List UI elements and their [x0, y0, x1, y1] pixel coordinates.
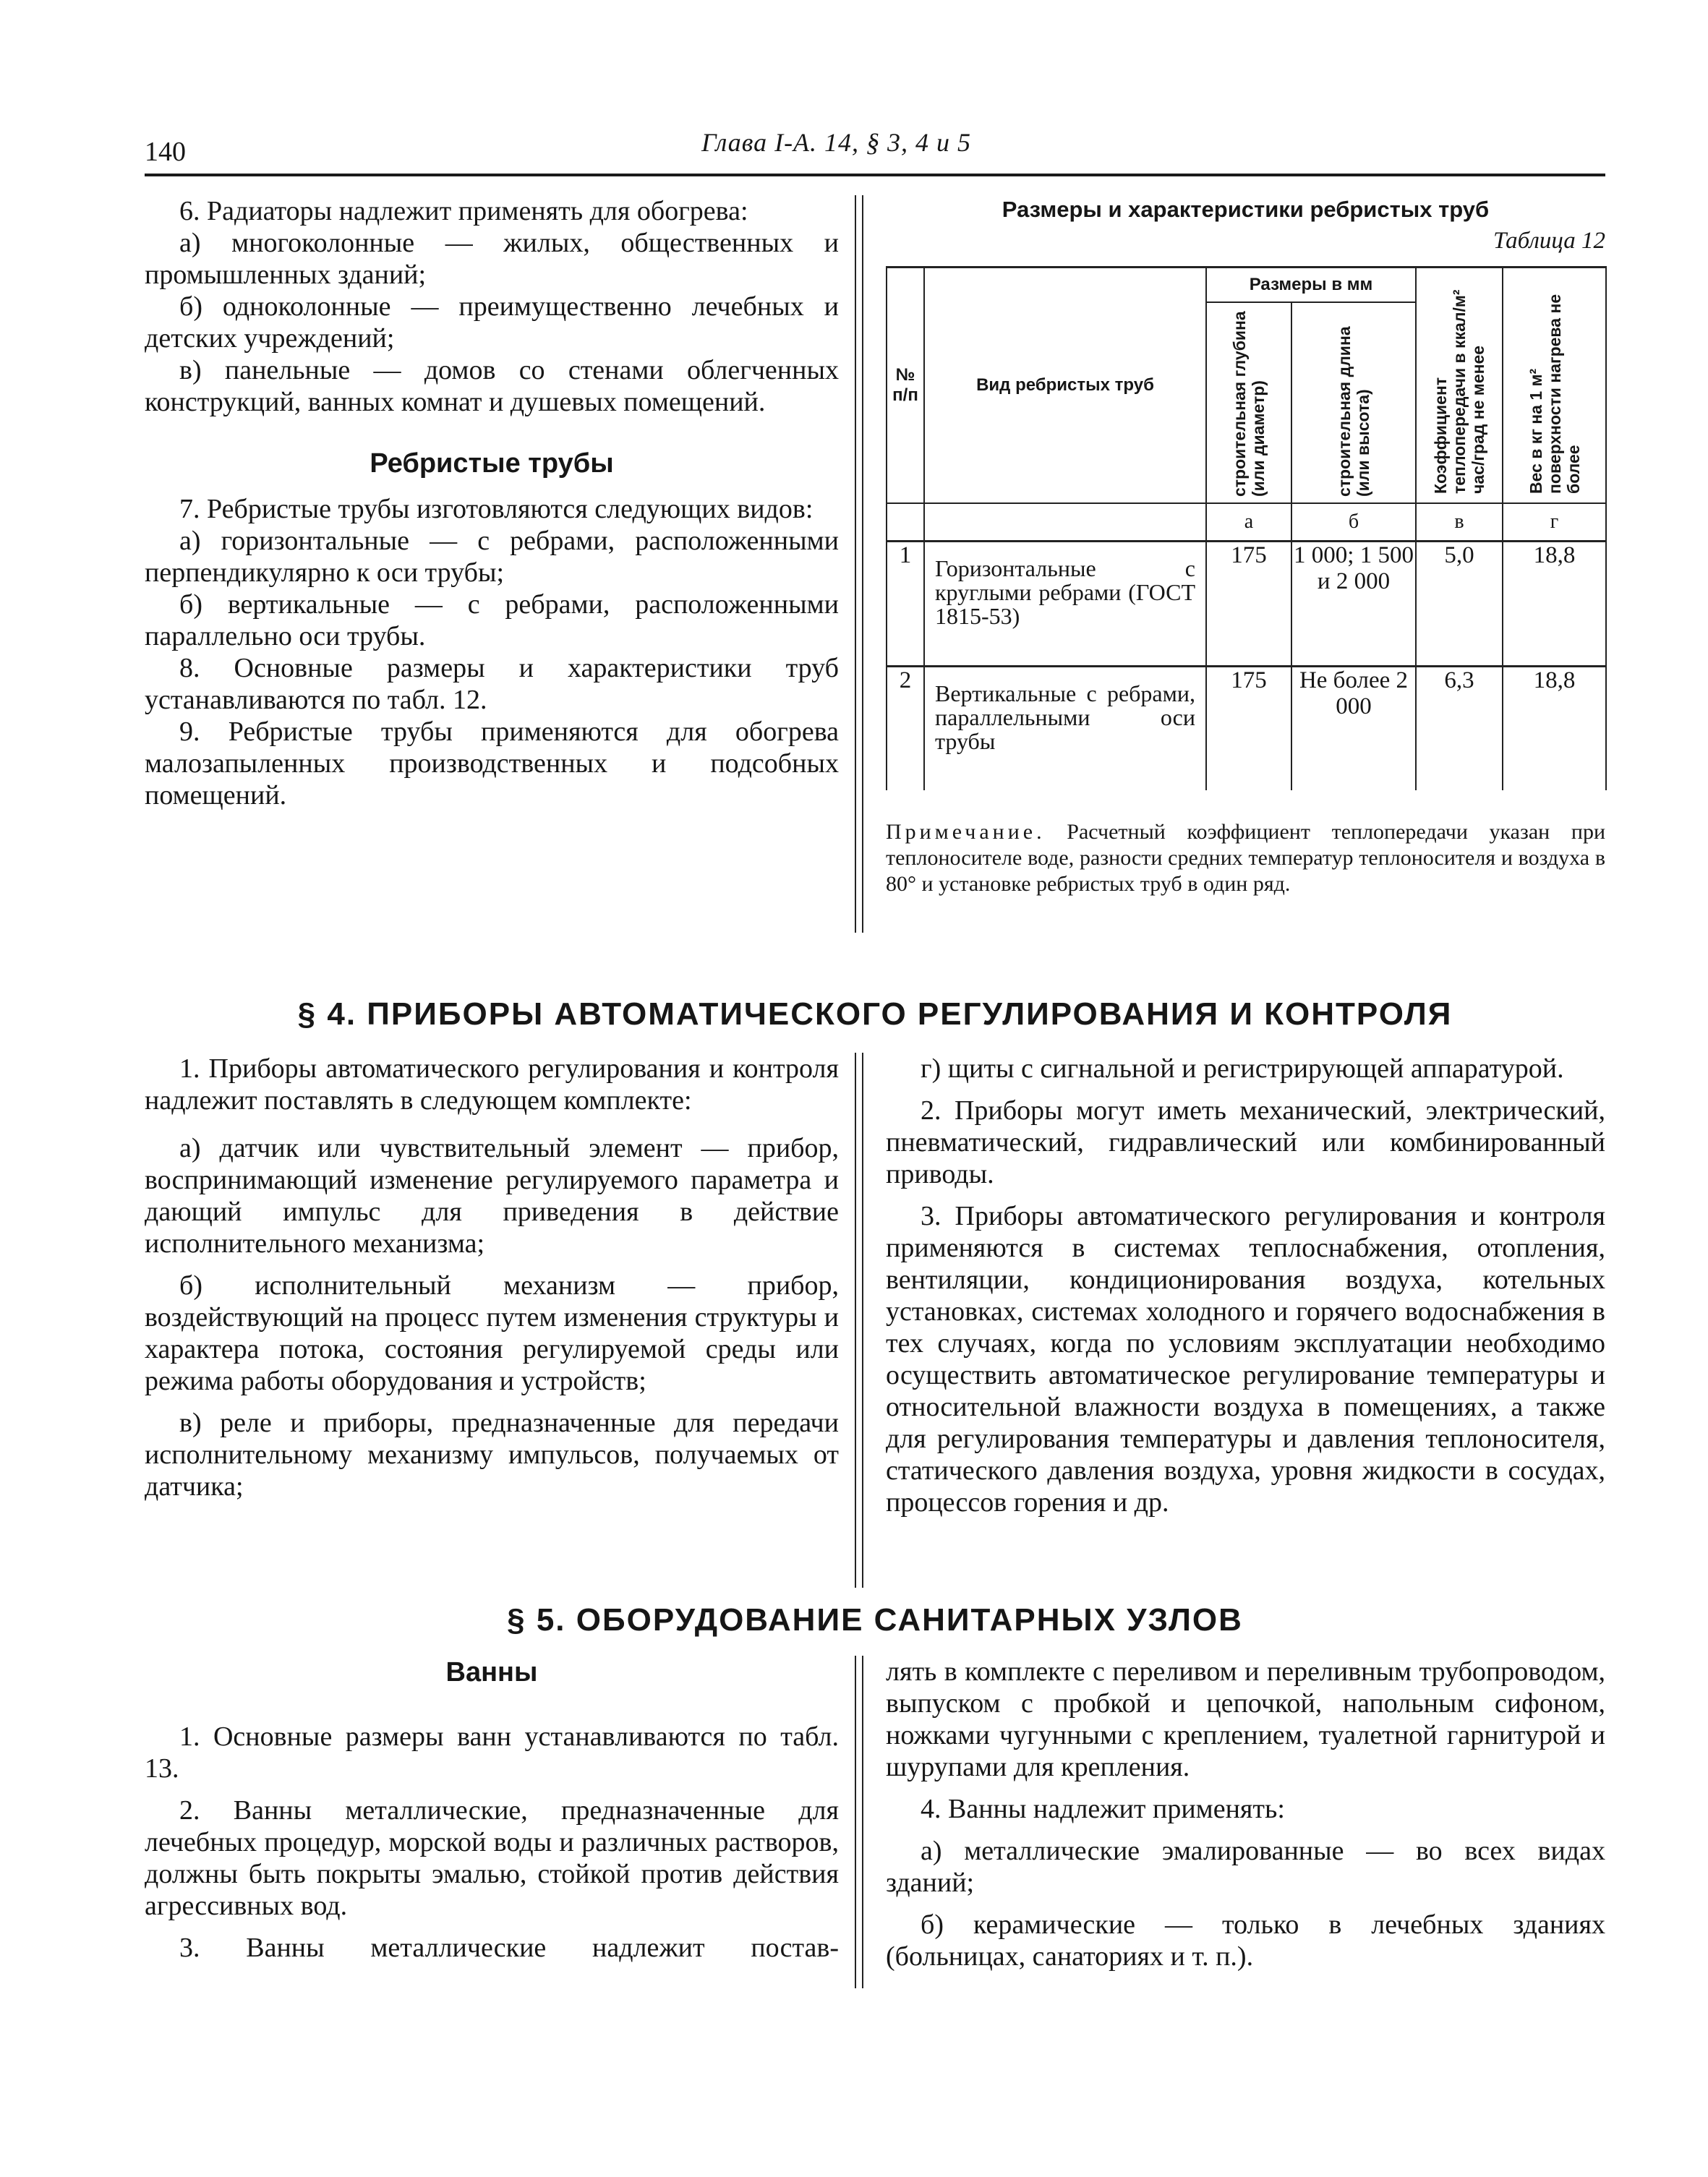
- running-header: [145, 123, 1605, 176]
- block-section-4: [145, 1053, 1605, 1602]
- paragraph: б) исполнительный механизм — прибор, воздействующий на процесс путем изменения структуры и характера потока, состояния регулируемой среды или режима работы оборудования и устройств;: [145, 1270, 839, 1396]
- letter-cell: в: [1416, 503, 1503, 542]
- paragraph: а) металлические эмалированные — во всех видах зданий;: [886, 1836, 1605, 1898]
- letter-cell: б: [1291, 503, 1416, 542]
- paragraph: 8. Основные размеры и характеристики труб устанавливаются по табл. 12.: [145, 653, 839, 715]
- paragraph: а) многоколонные — жилых, общественных и промышленных зданий;: [145, 228, 839, 290]
- paragraph: 1. Приборы автоматического регулирования и контроля надлежит поставлять в следующем комплекте:: [145, 1053, 839, 1116]
- page-number: 140: [145, 137, 186, 167]
- right-column-section-4: [886, 1053, 1605, 1518]
- paragraph: а) датчик или чувствительный элемент — прибор, воспринимающий изменение регулируемого параметра и дающий импульс для приведения в действие исполнительного механизма;: [145, 1133, 839, 1259]
- paragraph: 3. Ванны металлические надлежит постав-: [179, 1933, 839, 1963]
- paragraph: лять в комплекте с переливом и переливным трубопроводом, выпуском с пробкой и цепочкой, напольным сифоном, ножками чугунными с креплением, туалетной гарнитурой и шурупами для крепления.: [886, 1656, 1605, 1782]
- letter-cell: г: [1503, 503, 1606, 542]
- table-letters-row: [887, 503, 1606, 542]
- cell-num: 2: [887, 667, 924, 791]
- table-caption: Размеры и характеристики ребристых труб: [1002, 197, 1490, 222]
- header-coef: Коэффициент теплопередачи в ккал/м² час/град не менее: [1431, 289, 1487, 494]
- left-column-section-5: [145, 1656, 839, 1964]
- paragraph: 2. Ванны металлические, предназначенные для лечебных процедур, морской воды и различных растворов, должны быть покрыты эмалью, стойкой против действия агрессивных вод.: [145, 1795, 839, 1921]
- note-label: Примечание.: [886, 820, 1046, 844]
- column-divider: [855, 1053, 863, 1588]
- paragraph: 7. Ребристые трубы изготовляются следующих видов:: [179, 494, 814, 524]
- paragraph: 2. Приборы могут иметь механический, электрический, пневматический, гидравлический или комбинированный приводы.: [886, 1095, 1605, 1189]
- header-coef-cell: [1416, 268, 1503, 504]
- cell-depth: 175: [1206, 542, 1291, 667]
- cell-kind: Горизонтальные с круглыми ребрами (ГОСТ 1815-53): [924, 542, 1206, 667]
- header-length-cell: [1291, 302, 1416, 503]
- header-depth-cell: [1206, 302, 1291, 503]
- paragraph: 6. Радиаторы надлежит применять для обогрева:: [179, 196, 748, 226]
- left-column-radiators: [145, 195, 839, 811]
- note-text: Расчетный коэффициент теплопередачи указан при теплоносителе воде, разности средних температур теплоносителя и воздуха в 80° и установке ребристых труб в один ряд.: [886, 820, 1605, 896]
- block-radiators-table: [145, 195, 1605, 991]
- page: [145, 123, 1605, 2032]
- header-length: строительная длина (или высота): [1335, 326, 1372, 497]
- left-column-section-4: [145, 1053, 839, 1502]
- cell-num: 1: [887, 542, 924, 667]
- table-note: [886, 819, 1605, 897]
- paragraph: а) горизонтальные — с ребрами, расположенными перпендикулярно к оси трубы;: [145, 526, 839, 588]
- table-row: [887, 667, 1606, 791]
- running-title: Глава I-А. 14, § 3, 4 и 5: [701, 128, 972, 157]
- paragraph: б) керамические — только в лечебных зданиях (больницах, санаториях и т. п.).: [886, 1909, 1605, 1972]
- section-4-title: § 4. ПРИБОРЫ АВТОМАТИЧЕСКОГО РЕГУЛИРОВАНИЯ И КОНТРОЛЯ: [297, 996, 1453, 1032]
- paragraph: 1. Основные размеры ванн устанавливаются по табл. 13.: [145, 1722, 839, 1784]
- cell-coef: 6,3: [1416, 667, 1503, 791]
- subheading-baths: Ванны: [445, 1657, 538, 1688]
- subheading-ribbed-pipes: Ребристые трубы: [370, 448, 614, 479]
- cell-weight: 18,8: [1503, 542, 1606, 667]
- table-number: Таблица 12: [1493, 228, 1605, 254]
- cell-kind: Вертикальные с ребрами, параллельными оси трубы: [924, 667, 1206, 791]
- right-column-section-5: [886, 1656, 1605, 1972]
- table-12: [886, 266, 1607, 790]
- header-kind: Вид ребристых труб: [924, 268, 1206, 504]
- paragraph: 9. Ребристые трубы применяются для обогрева малозапыленных производственных и подсобных помещений.: [145, 717, 839, 811]
- paragraph: б) одноколонные — преимущественно лечебных и детских учреждений;: [145, 291, 839, 354]
- letter-cell: а: [1206, 503, 1291, 542]
- header-sizes-group: Размеры в мм: [1206, 268, 1416, 303]
- paragraph: в) реле и приборы, предназначенные для передачи исполнительному механизму импульсов, получаемых от датчика;: [145, 1408, 839, 1502]
- column-divider: [855, 1656, 863, 1988]
- cell-length: Не более 2 000: [1291, 667, 1416, 791]
- right-column-table: [886, 195, 1605, 897]
- cell-length: 1 000; 1 500 и 2 000: [1291, 542, 1416, 667]
- table-header-row: [887, 268, 1606, 303]
- paragraph: 4. Ванны надлежит применять:: [921, 1794, 1285, 1824]
- cell-depth: 175: [1206, 667, 1291, 791]
- header-depth: строительная глубина (или диаметр): [1230, 311, 1268, 497]
- paragraph: в) панельные — домов со стенами облегченных конструкций, ванных комнат и душевых помещений.: [145, 355, 839, 417]
- paragraph: г) щиты с сигнальной и регистрирующей аппаратурой.: [921, 1053, 1564, 1084]
- header-num: № п/п: [887, 268, 924, 504]
- header-weight: Вес в кг на 1 м² поверхности нагрева не более: [1526, 294, 1583, 494]
- section-5-title: § 5. ОБОРУДОВАНИЕ САНИТАРНЫХ УЗЛОВ: [507, 1602, 1243, 1638]
- paragraph: б) вертикальные — с ребрами, расположенными параллельно оси трубы.: [145, 589, 839, 651]
- cell-weight: 18,8: [1503, 667, 1606, 791]
- paragraph: 3. Приборы автоматического регулирования и контроля применяются в системах теплоснабжения, отопления, вентиляции, кондиционирования воздуха, котельных установках, системах холодного и горячего водоснабжения в тех случаях, когда по условиям эксплуатации необходимо осуществить автоматическое регулирование температуры и относительной влажности воздуха в помещениях, а также для регулирования температуры и давления теплоносителя, статического давления воздуха, уровня жидкости в сосудах, процессов горения и др.: [886, 1201, 1605, 1518]
- column-divider: [855, 195, 863, 933]
- cell-coef: 5,0: [1416, 542, 1503, 667]
- header-weight-cell: [1503, 268, 1606, 504]
- block-section-5: [145, 1656, 1605, 2032]
- table-row: [887, 542, 1606, 667]
